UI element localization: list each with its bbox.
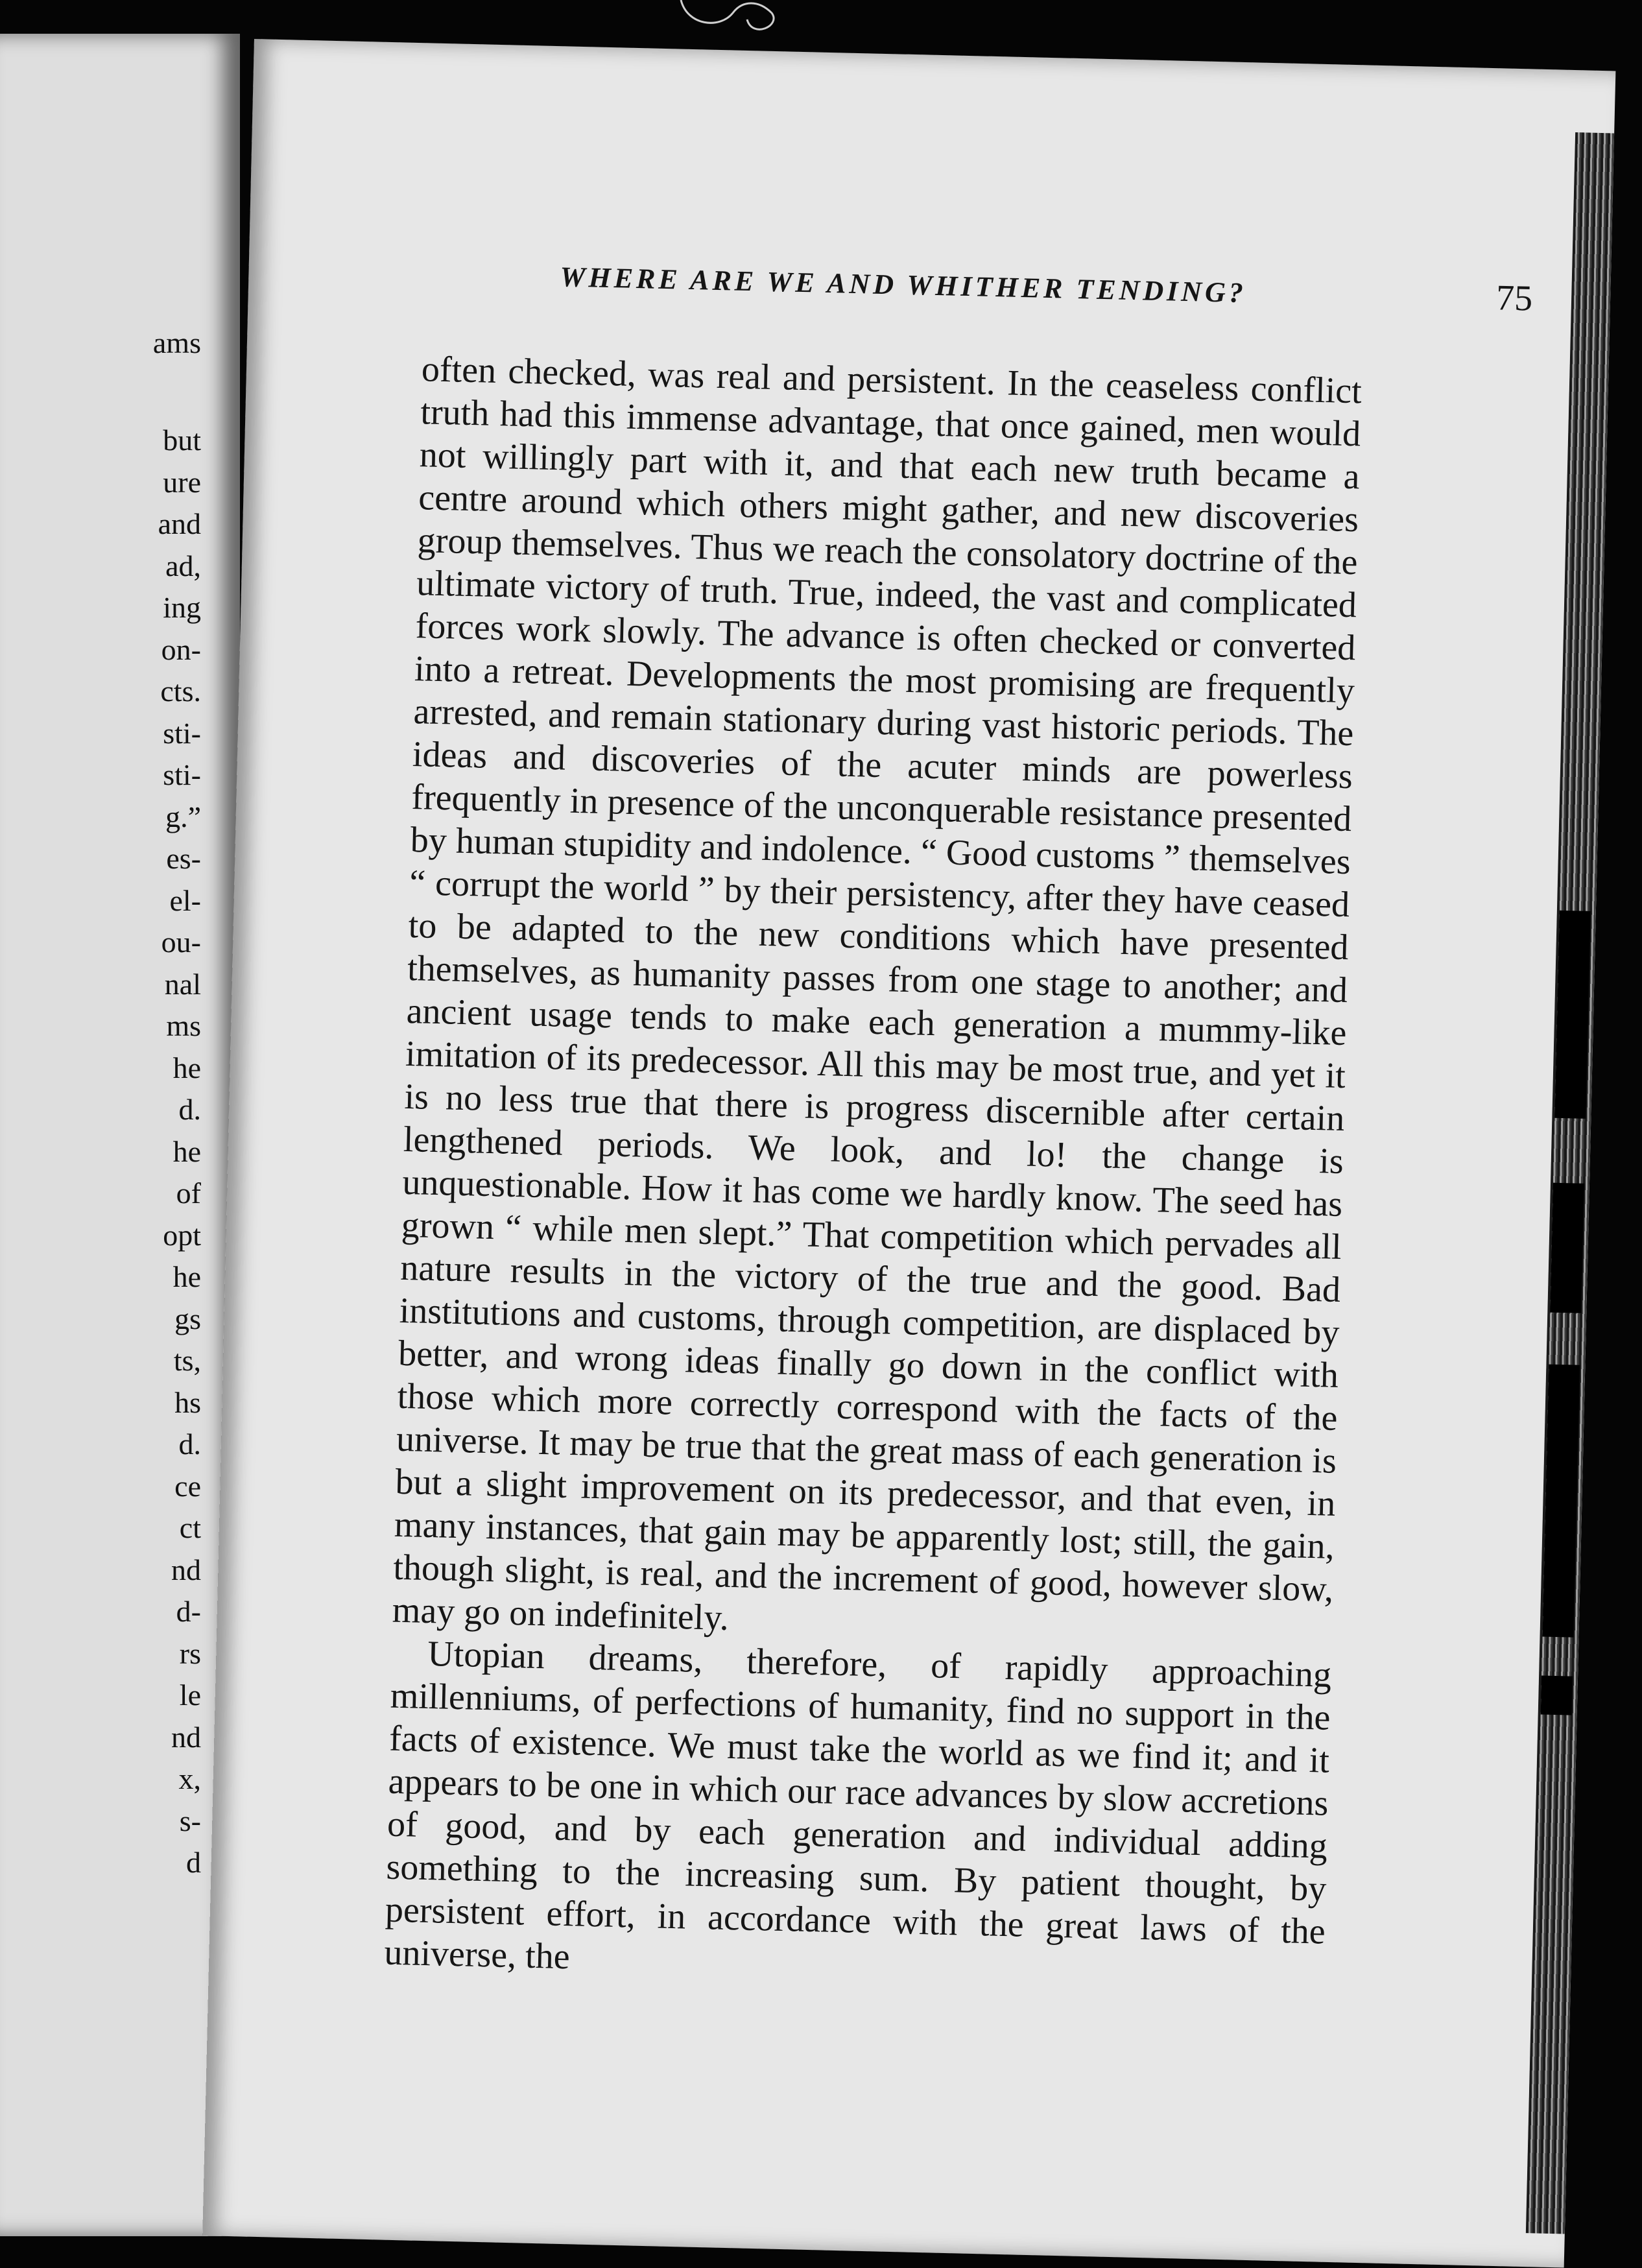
left-page-line-fragment: sti- xyxy=(163,758,201,791)
left-page-line-fragment: el- xyxy=(169,883,201,917)
left-page-line-fragment: nd xyxy=(171,1720,201,1754)
string-loop-icon xyxy=(674,0,791,52)
left-page-line-fragment: cts. xyxy=(160,674,201,708)
left-page-line-fragment: nal xyxy=(164,967,201,1001)
left-page-line-fragment: ct xyxy=(179,1511,201,1544)
page-edges xyxy=(1526,132,1614,2234)
left-page-line-fragment: nd xyxy=(171,1553,201,1586)
left-page-line-fragment: but xyxy=(163,424,201,457)
left-page-line-fragment: he xyxy=(173,1134,201,1168)
left-page-line-fragment: sti- xyxy=(163,716,201,750)
left-page-line-fragment: ou- xyxy=(161,925,201,959)
left-page-line-fragment: d xyxy=(186,1846,201,1879)
left-page-line-fragment: on- xyxy=(161,632,201,666)
body-text xyxy=(384,348,1362,1996)
left-page-line-fragment: ing xyxy=(163,591,201,624)
left-page-line-fragment: es- xyxy=(166,842,201,875)
left-page-line-fragment: d- xyxy=(176,1595,201,1628)
left-page-line-fragment: ure xyxy=(163,465,201,499)
left-page-line-fragment: of xyxy=(176,1176,201,1210)
left-page-line-fragment: x, xyxy=(178,1762,201,1795)
left-page-line-fragment: le xyxy=(179,1678,201,1712)
running-title: WHERE ARE WE AND WHITHER TENDING? xyxy=(559,261,1247,309)
left-page-line-fragment: ad, xyxy=(165,549,201,582)
paragraph: often checked, was real and persistent. In the ceaseless conflict truth had this immense advantage, that once gained, men would not willingly part with it, and that each new truth became a centre around which others might gather, and new discoveries group themselves. Thus we reach the consolatory doctrine of the ultimate victory of truth. True, indeed, the vast and complicated forces work slowly. The advance is often checked or converted into a retreat. Developments the most promising are frequently arrested, and remain stationary during vast historic periods. The ideas and discoveries of the acuter minds are powerless frequently in presence of the unconquerable resistance presented by human stupidity and indolence. “ Good customs ” themselves “ corrupt the world ” by their persistency, after they have ceased to be adapted to the new conditions which have presented themselves, as humanity passes from one stage to another; and ancient usage tends to make each generation a mummy-like imitation of its predecessor. All this may be most true, and yet it is no less true that there is progress discernible after certain lengthened periods. We look, and lo! the change is unquestionable. How it has come we hardly know. The seed has grown “ while men slept.” That competition which pervades all nature results in the victory of the true and the good. Bad institutions and customs, through competition, are displaced by better, and wrong ideas finally go down in the conflict with those which more correctly correspond with the facts of the universe. It may be true that the great mass of each generation is but a slight improvement on its predecessor, and that even, in many instances, that gain may be apparently lost; still, the gain, though slight, is real, and the increment of good, however slow, may go on indefinitely. xyxy=(392,349,1362,1638)
left-page-line-fragment: hs xyxy=(174,1385,201,1419)
left-page-line-fragment: ms xyxy=(166,1009,201,1042)
left-page-line-fragment: ts, xyxy=(173,1344,201,1377)
left-page-line-fragment: he xyxy=(173,1051,201,1084)
left-page-line-fragment: ce xyxy=(174,1469,201,1503)
left-page-line-fragment: d. xyxy=(178,1427,201,1461)
paragraph: Utopian dreams, therefore, of rapidly approaching millenniums, of perfections of humanity, find no support in the facts of existence. We must take the world as we find it; and it appears to be one in which our race advances by slow accretions of good, and by each generation and individual adding something to the increasing sum. By patient thought, by persistent effort, in accordance with the great laws of the universe, the xyxy=(383,1634,1332,1977)
left-page-line-fragment: d. xyxy=(178,1093,201,1126)
facing-left-page xyxy=(0,34,240,2236)
left-page-line-fragment: ams xyxy=(152,326,201,359)
page-number: 75 xyxy=(1495,278,1533,319)
left-page-line-fragment: g.” xyxy=(165,800,201,833)
left-page-line-fragment: s- xyxy=(179,1804,201,1837)
left-page-line-fragment: he xyxy=(173,1260,201,1293)
left-page-line-fragment: opt xyxy=(163,1218,201,1252)
book-page xyxy=(202,39,1615,2268)
left-page-line-fragment: gs xyxy=(174,1302,201,1335)
left-page-line-fragment: and xyxy=(158,507,201,540)
running-head xyxy=(559,260,1533,341)
left-page-line-fragment: rs xyxy=(179,1636,201,1670)
